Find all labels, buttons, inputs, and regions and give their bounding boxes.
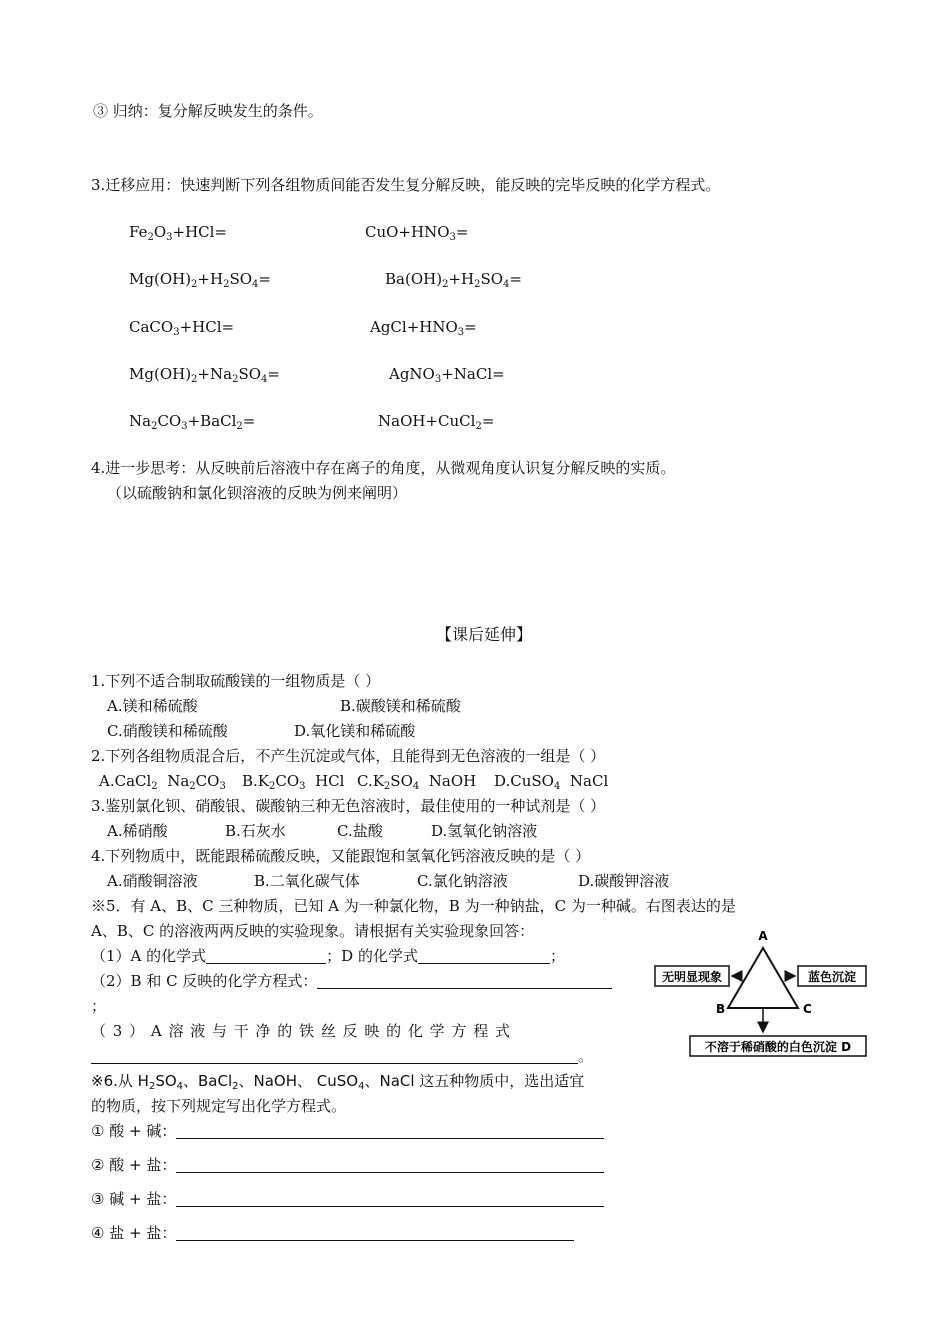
ext-q2-option-b: $B.K_2CO_3$ HCl bbox=[242, 772, 345, 792]
ext-q5-line2: A、B、C 的溶液两两反映的实验现象。请根据有关实验现象回答： bbox=[91, 922, 535, 940]
answer-blank-a-formula[interactable] bbox=[206, 948, 326, 964]
ext-q5-part3-answer bbox=[91, 1046, 593, 1066]
induce-text: ③ 归纳：复分解反映发生的条件。 bbox=[93, 102, 323, 120]
ext-q1-option-d: D.氧化镁和稀硫酸 bbox=[294, 722, 416, 740]
q4-heading: 4.进一步思考：从反映前后溶液中存在离子的角度，从微观角度认识复分解反映的实质。 bbox=[91, 459, 676, 477]
diagram-label-b: B bbox=[716, 1002, 726, 1016]
box-white-precipitate-text: 不溶于稀硝酸的白色沉淀 D bbox=[704, 1040, 852, 1054]
ext-q2-stem: 2.下列各组物质混合后，不产生沉淀或气体，且能得到无色溶液的一组是（ ） bbox=[91, 747, 606, 765]
answer-blank-d-formula[interactable] bbox=[418, 948, 550, 964]
ext-q6-item-1 bbox=[91, 1121, 604, 1141]
ext-q4-option-d: D.碳酸钾溶液 bbox=[578, 872, 670, 890]
answer-blank-salt-salt[interactable] bbox=[176, 1225, 574, 1241]
box-no-phenomenon-text: 无明显现象 bbox=[661, 970, 723, 984]
ext-q5-part1-a-label: （1）A 的化学式 bbox=[91, 947, 207, 965]
ext-q2-option-a: A.CaCl$_2$ $Na_2CO_3$ bbox=[99, 772, 226, 792]
equation-right-1: $CuO+HNO_3=$ bbox=[365, 223, 469, 243]
ext-q3-option-a: A.稀硝酸 bbox=[107, 822, 168, 840]
box-blue-precipitate-text: 蓝色沉淀 bbox=[807, 970, 857, 984]
ext-q4-option-c: C.氯化钠溶液 bbox=[417, 872, 508, 890]
equation-left-2: $Mg(OH)_2+H_2SO_4=$ bbox=[129, 270, 271, 290]
equation-right-3: $AgCl+HNO_3=$ bbox=[370, 318, 477, 338]
ext-q6-item-1-label: ① 酸 + 碱： bbox=[91, 1122, 177, 1140]
ext-q6-item-3-label: ③ 碱 + 盐： bbox=[91, 1190, 177, 1208]
equation-left-5: $Na_2CO_3+BaCl_2=$ bbox=[129, 412, 256, 432]
equation-right-5: NaOH+CuCl$_2$= bbox=[378, 412, 495, 432]
ext-q1-option-c: C.硝酸镁和稀硫酸 bbox=[107, 722, 228, 740]
ext-q6-line1: ※6.从 $H_2SO_4$、BaCl$_2$、NaOH、 CuSO$_4$、NaCl 这五种物质中，选出适宜 bbox=[91, 1072, 585, 1092]
ext-q3-stem: 3.鉴别氯化钡、硝酸银、碳酸钠三种无色溶液时，最佳使用的一种试剂是（ ） bbox=[91, 797, 606, 815]
ext-q5-part3: （ 3 ） A 溶 液 与 干 净 的 铁 丝 反 映 的 化 学 方 程 式 bbox=[91, 1022, 510, 1040]
equation-left-1: $Fe_2O_3+HCl=$ bbox=[129, 223, 228, 243]
answer-blank-acid-salt[interactable] bbox=[176, 1157, 604, 1173]
ext-q3-option-d: D.氢氧化钠溶液 bbox=[431, 822, 538, 840]
diagram-label-a: A bbox=[758, 929, 768, 943]
reaction-diagram bbox=[652, 928, 877, 1063]
diagram-label-c: C bbox=[803, 1002, 812, 1016]
answer-blank-base-salt[interactable] bbox=[176, 1191, 604, 1207]
ext-q1-option-b: B.碳酸镁和稀硫酸 bbox=[340, 697, 461, 715]
ext-q3-option-b: B.石灰水 bbox=[225, 822, 286, 840]
ext-q5-part2-label: （2）B 和 C 反映的化学方程式： bbox=[91, 972, 318, 990]
ext-q5-line1: ※5．有 A、B、C 三种物质，已知 A 为一种氯化物，B 为一种钠盐，C 为一种碱。右图表达的是 bbox=[91, 897, 736, 915]
ext-q6-item-2 bbox=[91, 1155, 604, 1175]
ext-q4-option-a: A.硝酸铜溶液 bbox=[107, 872, 198, 890]
answer-blank-bc-equation[interactable] bbox=[317, 973, 612, 989]
extension-title: 【课后延伸】 bbox=[436, 625, 533, 644]
ext-q4-option-b: B.二氧化碳气体 bbox=[254, 872, 360, 890]
ext-q5-part2-end: ； bbox=[91, 997, 107, 1015]
ext-q6-item-3 bbox=[91, 1189, 604, 1209]
ext-q6-item-4 bbox=[91, 1223, 574, 1243]
ext-q1-stem: 1.下列不适合制取硫酸镁的一组物质是（ ） bbox=[91, 672, 381, 690]
ext-q2-option-d: D.CuSO$_4$ NaCl bbox=[494, 772, 609, 792]
answer-blank-a-iron-equation[interactable] bbox=[91, 1048, 578, 1064]
ext-q5-part2 bbox=[91, 971, 612, 991]
answer-blank-acid-base[interactable] bbox=[176, 1123, 604, 1139]
equation-right-2: $Ba(OH)_2+H_2SO_4=$ bbox=[385, 270, 522, 290]
equation-left-3: CaCO$_3$+HCl= bbox=[129, 318, 235, 338]
q3-heading: 3.迁移应用：快速判断下列各组物质间能否发生复分解反映，能反映的完毕反映的化学方程式。 bbox=[91, 176, 721, 194]
equation-left-4: $Mg(OH)_2+Na_2SO_4=$ bbox=[129, 365, 280, 385]
ext-q2-option-c: $C.K_2SO_4$ NaOH bbox=[357, 772, 477, 792]
ext-q4-stem: 4.下列物质中，既能跟稀硫酸反映，又能跟饱和氢氧化钙溶液反映的是（ ） bbox=[91, 847, 591, 865]
ext-q5-part1-d-label: ；D 的化学式 bbox=[326, 947, 418, 965]
ext-q6-item-2-label: ② 酸 + 盐： bbox=[91, 1156, 177, 1174]
ext-q6-line2: 的物质，按下列规定写出化学方程式。 bbox=[91, 1097, 347, 1115]
q4-note: （以硫酸钠和氯化钡溶液的反映为例来阐明） bbox=[107, 484, 408, 502]
ext-q5-part1-end: ； bbox=[549, 947, 565, 965]
ext-q5-part3-end: 。 bbox=[578, 1047, 594, 1065]
equation-right-4: AgNO$_3$+NaCl= bbox=[389, 365, 505, 385]
ext-q5-part1 bbox=[91, 946, 565, 966]
ext-q6-item-4-label: ④ 盐 + 盐： bbox=[91, 1224, 177, 1242]
ext-q1-option-a: A.镁和稀硫酸 bbox=[107, 697, 198, 715]
diagram-triangle bbox=[728, 948, 798, 1008]
ext-q3-option-c: C.盐酸 bbox=[337, 822, 383, 840]
